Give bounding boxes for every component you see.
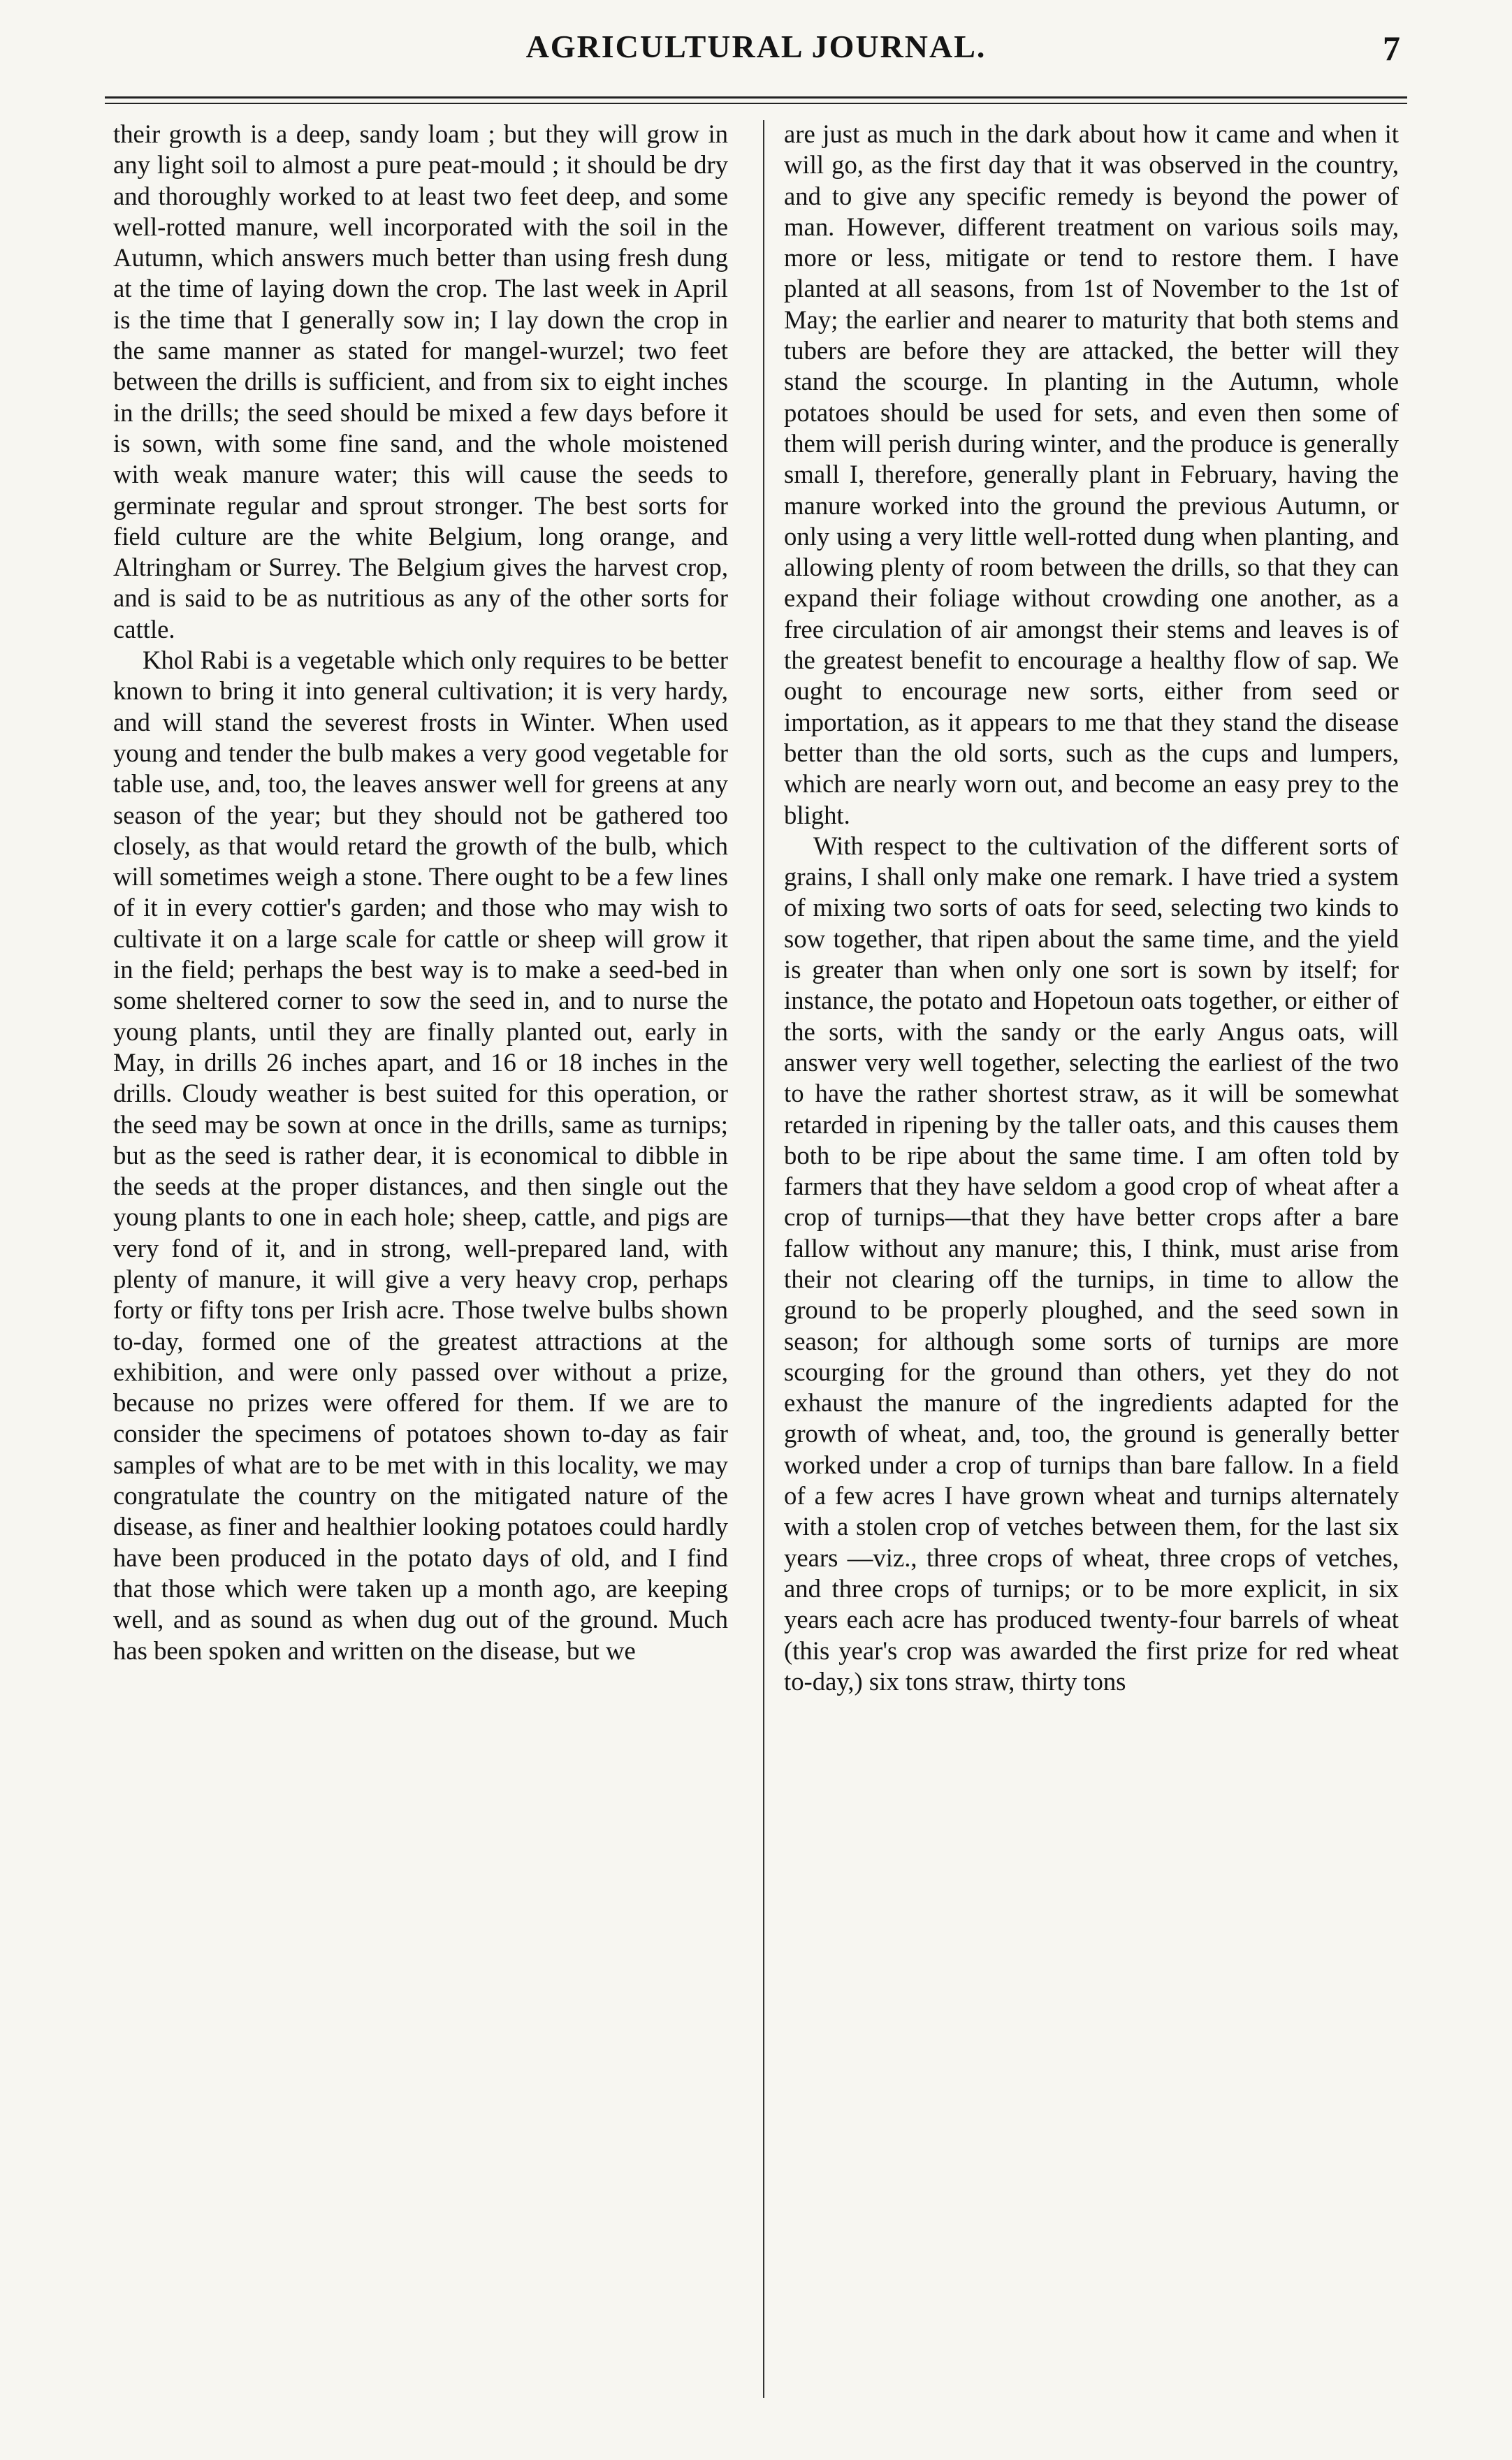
paragraph: are just as much in the dark about how it came and when it will go, as the first day that it was observed in the country, and to give any specific remedy is beyond the power of man. However, different treatment on various soils may, more or less, mitigate or tend to restore them. I have planted at all seasons, from 1st of November to the 1st of May; the earlier and nearer to maturity that both stems and tubers are before they are attacked, the better will they stand the scourge. In planting in the Autumn, whole potatoes should be used for sets, and even then some of them will perish during winter, and the produce is generally small I, therefore, generally plant in February, having the manure worked into the ground the previous Autumn, or only using a very little well-rotted dung when planting, and allowing plenty of room between the drills, so that they can expand their foliage without crowding one another, as a free circulation of air amongst their stems and leaves is of the greatest benefit to encourage a healthy flow of sap. We ought to encourage new sorts, either from seed or importation, as it appears to me that they stand the disease better than the old sorts, such as the cups and lumpers, which are nearly worn out, and become an easy prey to the blight. <box>784 119 1399 829</box>
paragraph: their growth is a deep, sandy loam ; but they will grow in any light soil to almost a pure peat-mould ; it should be dry and thoroughly worked to at least two feet deep, and some well-rotted manure, well incorporated with the soil in the Autumn, which answers much better than using fresh dung at the time of laying down the crop. The last week in April is the time that I generally sow in; I lay down the crop in the same manner as stated for mangel-wurzel; two feet between the drills is sufficient, and from six to eight inches in the drills; the seed should be mixed a few days before it is sown, with some fine sand, and the whole moistened with weak manure water; this will cause the seeds to germinate regular and sprout stronger. The best sorts for field culture are the white Belgium, long orange, and Altringham or Surrey. The Belgium gives the harvest crop, and is said to be as nutritious as any of the other sorts for cattle. <box>113 119 728 643</box>
column-divider <box>763 120 764 2398</box>
left-column <box>113 119 728 2403</box>
header-rule-thin <box>105 103 1407 104</box>
header-rule <box>105 96 1407 99</box>
journal-title: AGRICULTURAL JOURNAL. <box>525 29 987 64</box>
page-header <box>105 28 1407 84</box>
page-number: 7 <box>1383 29 1400 68</box>
paragraph: Khol Rabi is a vegetable which only requires to be better known to bring it into general cultivation; it is very hardy, and will stand the severest frosts in Winter. When used young and tender the bulb makes a very good vegetable for table use, and, too, the leaves answer well for greens at any season of the year; but they should not be gathered too closely, as that would retard the growth of the bulb, which will sometimes weigh a stone. There ought to be a few lines of it in every cottier's garden; and those who may wish to cultivate it on a large scale for cattle or sheep will grow it in the field; perhaps the best way is to make a seed-bed in some sheltered corner to sow the seed in, and to nurse the young plants, until they are finally planted out, early in May, in drills 26 inches apart, and 16 or 18 inches in the drills. Cloudy weather is best suited for this operation, or the seed may be sown at once in the drills, same as turnips; but as the seed is rather dear, it is economical to dibble in the seeds at the proper distances, and then single out the young plants to one in each hole; sheep, cattle, and pigs are very fond of it, and in strong, well-prepared land, with plenty of manure, it will give a very heavy crop, perhaps forty or fifty tons per Irish acre. Those twelve bulbs shown to-day, formed one of the greatest attractions at the exhibition, and were only passed over without a prize, because no prizes were offered for them. If we are to consider the specimens of potatoes shown to-day as fair samples of what are to be met with in this locality, we may congratulate the country on the mitigated nature of the disease, as finer and healthier looking potatoes could hardly have been produced in the potato days of old, and I find that those which were taken up a month ago, are keeping well, and as sound as when dug out of the ground. Much has been spoken and written on the disease, but we <box>113 646 728 1665</box>
right-column <box>784 119 1399 2403</box>
paragraph: With respect to the cultivation of the different sorts of grains, I shall only make one remark. I have tried a system of mixing two sorts of oats for seed, selecting two kinds to sow together, that ripen about the same time, and the yield is greater than when only one sort is sown by itself; for instance, the potato and Hopetoun oats together, or either of the sorts, with the sandy or the early Angus oats, will answer very well together, selecting the earliest of the two to have the rather shortest straw, as it will be somewhat retarded in ripening by the taller oats, and this causes them both to be ripe about the same time. I am often told by farmers that they have seldom a good crop of wheat after a crop of turnips—that they have better crops after a bare fallow without any manure; this, I think, must arise from their not clearing off the turnips, in time to allow the ground to be properly ploughed, and the seed sown in season; for although some sorts of turnips are more scourging for the ground than others, yet they do not exhaust the manure of the ingredients adapted for the growth of wheat, and, too, the ground is generally better worked under a crop of turnips than bare fallow. In a field of a few acres I have grown wheat and turnips alternately with a stolen crop of vetches between them, for the last six years —viz., three crops of wheat, three crops of vetches, and three crops of turnips; or to be more explicit, in six years each acre has produced twenty-four barrels of wheat (this year's crop was awarded the first prize for red wheat to-day,) six tons straw, thirty tons <box>784 831 1399 1696</box>
